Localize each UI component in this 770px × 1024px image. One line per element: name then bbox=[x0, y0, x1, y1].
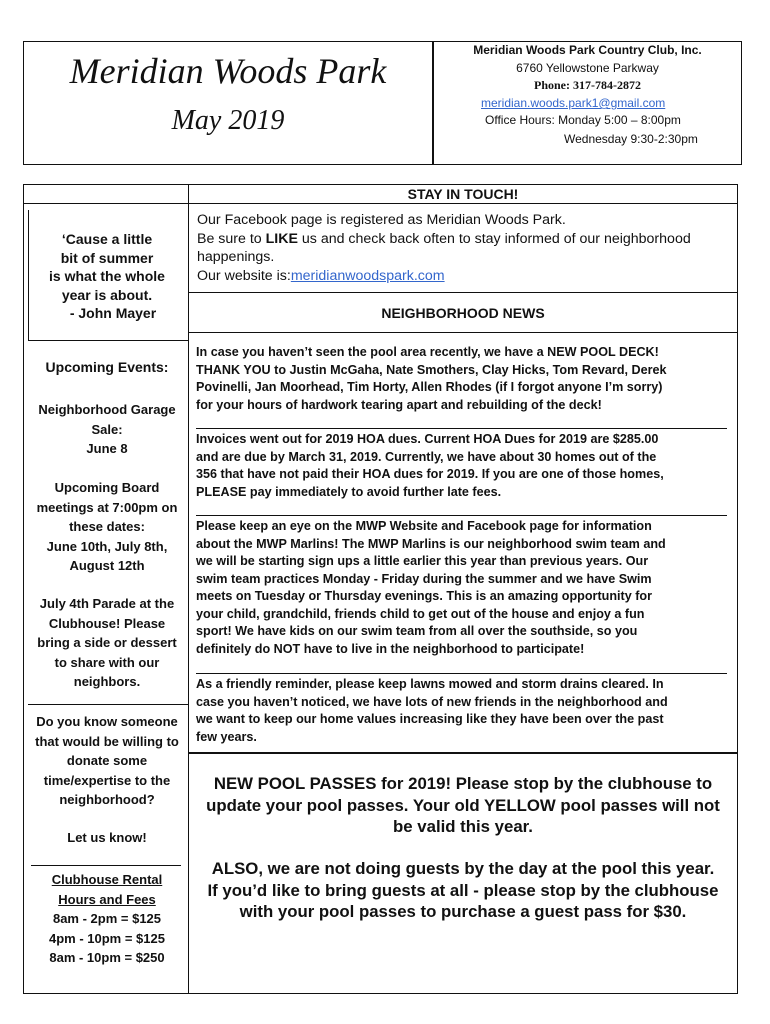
email-link[interactable]: meridian.woods.park1@gmail.com bbox=[481, 96, 666, 110]
event-line: these dates: bbox=[69, 519, 145, 534]
volunteer-line: donate some bbox=[66, 753, 148, 768]
event-line: neighbors. bbox=[73, 674, 141, 689]
stay-in-touch-heading: STAY IN TOUCH! bbox=[407, 186, 519, 202]
news-separator-1 bbox=[196, 428, 727, 429]
john-mayer-quote bbox=[25, 230, 189, 323]
facebook-text: us and check back often to stay informed of our neighborhood bbox=[297, 230, 691, 247]
news-lawn-reminder bbox=[196, 676, 734, 746]
event-line: meetings at 7:00pm on bbox=[36, 499, 178, 515]
pool-passes-notice bbox=[189, 773, 737, 838]
volunteer-line: that would be willing to bbox=[35, 733, 179, 749]
newsletter-title: Meridian Woods Park bbox=[69, 51, 387, 91]
rental-fee: 8am - 10pm = $250 bbox=[49, 950, 165, 965]
quote-line: ‘Cause a little bbox=[61, 231, 153, 247]
volunteer-request bbox=[25, 712, 189, 810]
event-line: bring a side or dessert bbox=[37, 635, 177, 650]
news-line: about the MWP Marlins! The MWP Marlins is our neighborhood swim team and bbox=[196, 536, 666, 551]
issue-date: May 2019 bbox=[171, 105, 285, 136]
upcoming-events-heading: Upcoming Events: bbox=[45, 359, 169, 375]
event-line: July 4th Parade at the bbox=[39, 596, 175, 611]
news-swim-team bbox=[196, 518, 734, 658]
parade-event bbox=[25, 594, 189, 692]
facebook-info bbox=[197, 211, 737, 286]
org-name: Meridian Woods Park Country Club, Inc. bbox=[473, 43, 702, 57]
news-line: meets on Tuesday or Thursday evenings. This is an amazing opportunity for bbox=[196, 589, 653, 603]
news-line: THANK YOU to Justin McGaha, Nate Smothers, Clay Hicks, Tom Revard, Derek bbox=[196, 362, 667, 377]
let-us-know: Let us know! bbox=[67, 830, 147, 845]
news-line: definitely do NOT have to live in the neighborhood to participate! bbox=[196, 641, 585, 656]
news-separator-2 bbox=[196, 515, 727, 516]
news-line: As a friendly reminder, please keep lawns mowed and storm drains cleared. In bbox=[196, 677, 664, 691]
event-line: Upcoming Board bbox=[54, 480, 160, 495]
sidebar-separator-2 bbox=[31, 865, 181, 866]
news-separator-3 bbox=[196, 673, 727, 674]
news-line: case you haven’t noticed, we have lots of new friends in the neighborhood and bbox=[196, 694, 668, 709]
rental-fee: 8am - 2pm = $125 bbox=[52, 911, 162, 926]
notice-line: NEW POOL PASSES for 2019! Please stop by the clubhouse to bbox=[213, 774, 713, 793]
news-line: 356 that have not paid their HOA dues for 2019. If you are one of those homes, bbox=[196, 467, 664, 481]
news-pool-deck bbox=[196, 344, 734, 414]
facebook-text: Be sure to bbox=[197, 230, 266, 247]
address: 6760 Yellowstone Parkway bbox=[516, 61, 659, 75]
clubhouse-rental bbox=[25, 870, 189, 968]
guest-pass-notice bbox=[189, 858, 737, 923]
grid-left-line bbox=[23, 184, 24, 994]
volunteer-line: time/expertise to the bbox=[43, 772, 171, 788]
event-line: Clubhouse! Please bbox=[48, 615, 166, 631]
website-link[interactable]: meridianwoodspark.com bbox=[290, 268, 445, 285]
grid-bottom-line bbox=[23, 993, 738, 994]
news-line: and are due by March 31, 2019. Currently, we have about 30 homes out of the bbox=[196, 449, 657, 464]
facebook-box-bottom bbox=[189, 292, 738, 293]
notice-line: be valid this year. bbox=[393, 817, 533, 836]
quote-line: bit of summer bbox=[60, 249, 154, 266]
news-hoa-dues bbox=[196, 431, 734, 501]
news-line: we want to keep our home values increasing like they have been over the past bbox=[196, 712, 664, 726]
office-hours-monday: Office Hours: Monday 5:00 – 8:00pm bbox=[485, 113, 681, 127]
news-line: Please keep an eye on the MWP Website and Facebook page for information bbox=[196, 519, 652, 533]
quote-line: is what the whole bbox=[49, 268, 165, 284]
news-line: few years. bbox=[196, 729, 257, 744]
notice-line: If you’d like to bring guests at all - please stop by the clubhouse bbox=[207, 880, 719, 900]
rental-heading: Clubhouse Rental bbox=[51, 872, 163, 887]
news-line: In case you haven’t seen the pool area recently, we have a NEW POOL DECK! bbox=[196, 345, 659, 359]
notice-line: update your pool passes. Your old YELLOW pool passes will not bbox=[206, 795, 720, 815]
notice-line: ALSO, we are not doing guests by the day at the pool this year. bbox=[211, 859, 715, 878]
facebook-line: happenings. bbox=[197, 249, 275, 266]
board-meetings-event bbox=[25, 478, 189, 576]
news-line: PLEASE pay immediately to avoid further late fees. bbox=[196, 484, 502, 499]
news-line: for your hours of hardwork tearing apart and rebuilding of the deck! bbox=[196, 397, 602, 412]
event-line: June 8 bbox=[86, 441, 128, 456]
news-line: Povinelli, Jan Moorhead, Tim Horty, Allen Rhodes (if I forgot anyone I’m sorry) bbox=[196, 380, 663, 394]
notice-line: with your pool passes to purchase a guest pass for $30. bbox=[239, 902, 687, 921]
volunteer-line: neighborhood? bbox=[59, 792, 155, 807]
event-line: to share with our bbox=[54, 654, 160, 670]
news-line: swim team practices Monday - Friday during the summer and we have Swim bbox=[196, 571, 652, 586]
grid-right-line bbox=[737, 184, 738, 994]
event-line: June 10th, July 8th, bbox=[46, 538, 168, 554]
rental-heading: Hours and Fees bbox=[58, 891, 156, 907]
website-label: Our website is: bbox=[197, 268, 291, 285]
news-box-bottom bbox=[189, 752, 738, 754]
neighborhood-news-heading: NEIGHBORHOOD NEWS bbox=[381, 305, 545, 321]
grid-top-line bbox=[23, 184, 738, 185]
quote-attribution: - John Mayer bbox=[69, 305, 157, 321]
news-heading-bottom bbox=[189, 332, 738, 333]
quote-line: year is about. bbox=[61, 286, 153, 303]
volunteer-line: Do you know someone bbox=[36, 714, 178, 729]
rental-fee: 4pm - 10pm = $125 bbox=[49, 930, 165, 946]
like-emphasis: LIKE bbox=[265, 230, 298, 247]
event-line: August 12th bbox=[69, 558, 145, 573]
garage-sale-event bbox=[25, 400, 189, 459]
sidebar-separator-1 bbox=[28, 704, 188, 705]
stay-heading-underline bbox=[23, 203, 738, 204]
news-line: your child, grandchild, friends child to get out of the house and enjoy a fun bbox=[196, 606, 645, 621]
website-line bbox=[197, 267, 737, 286]
news-line: sport! We have kids on our swim team from all over the southside, so you bbox=[196, 624, 638, 638]
facebook-line bbox=[197, 230, 737, 249]
phone: Phone: 317-784-2872 bbox=[534, 78, 641, 92]
news-line: we will be starting sign ups a little earlier this year than previous years. Our bbox=[196, 554, 649, 568]
event-line: Sale: bbox=[91, 421, 123, 437]
facebook-line: Our Facebook page is registered as Meridian Woods Park. bbox=[197, 212, 566, 228]
news-line: Invoices went out for 2019 HOA dues. Current HOA Dues for 2019 are $285.00 bbox=[196, 432, 659, 446]
event-line: Neighborhood Garage bbox=[38, 402, 176, 417]
quote-box-bottom bbox=[28, 340, 188, 341]
office-hours-wednesday: Wednesday 9:30-2:30pm bbox=[564, 132, 698, 146]
